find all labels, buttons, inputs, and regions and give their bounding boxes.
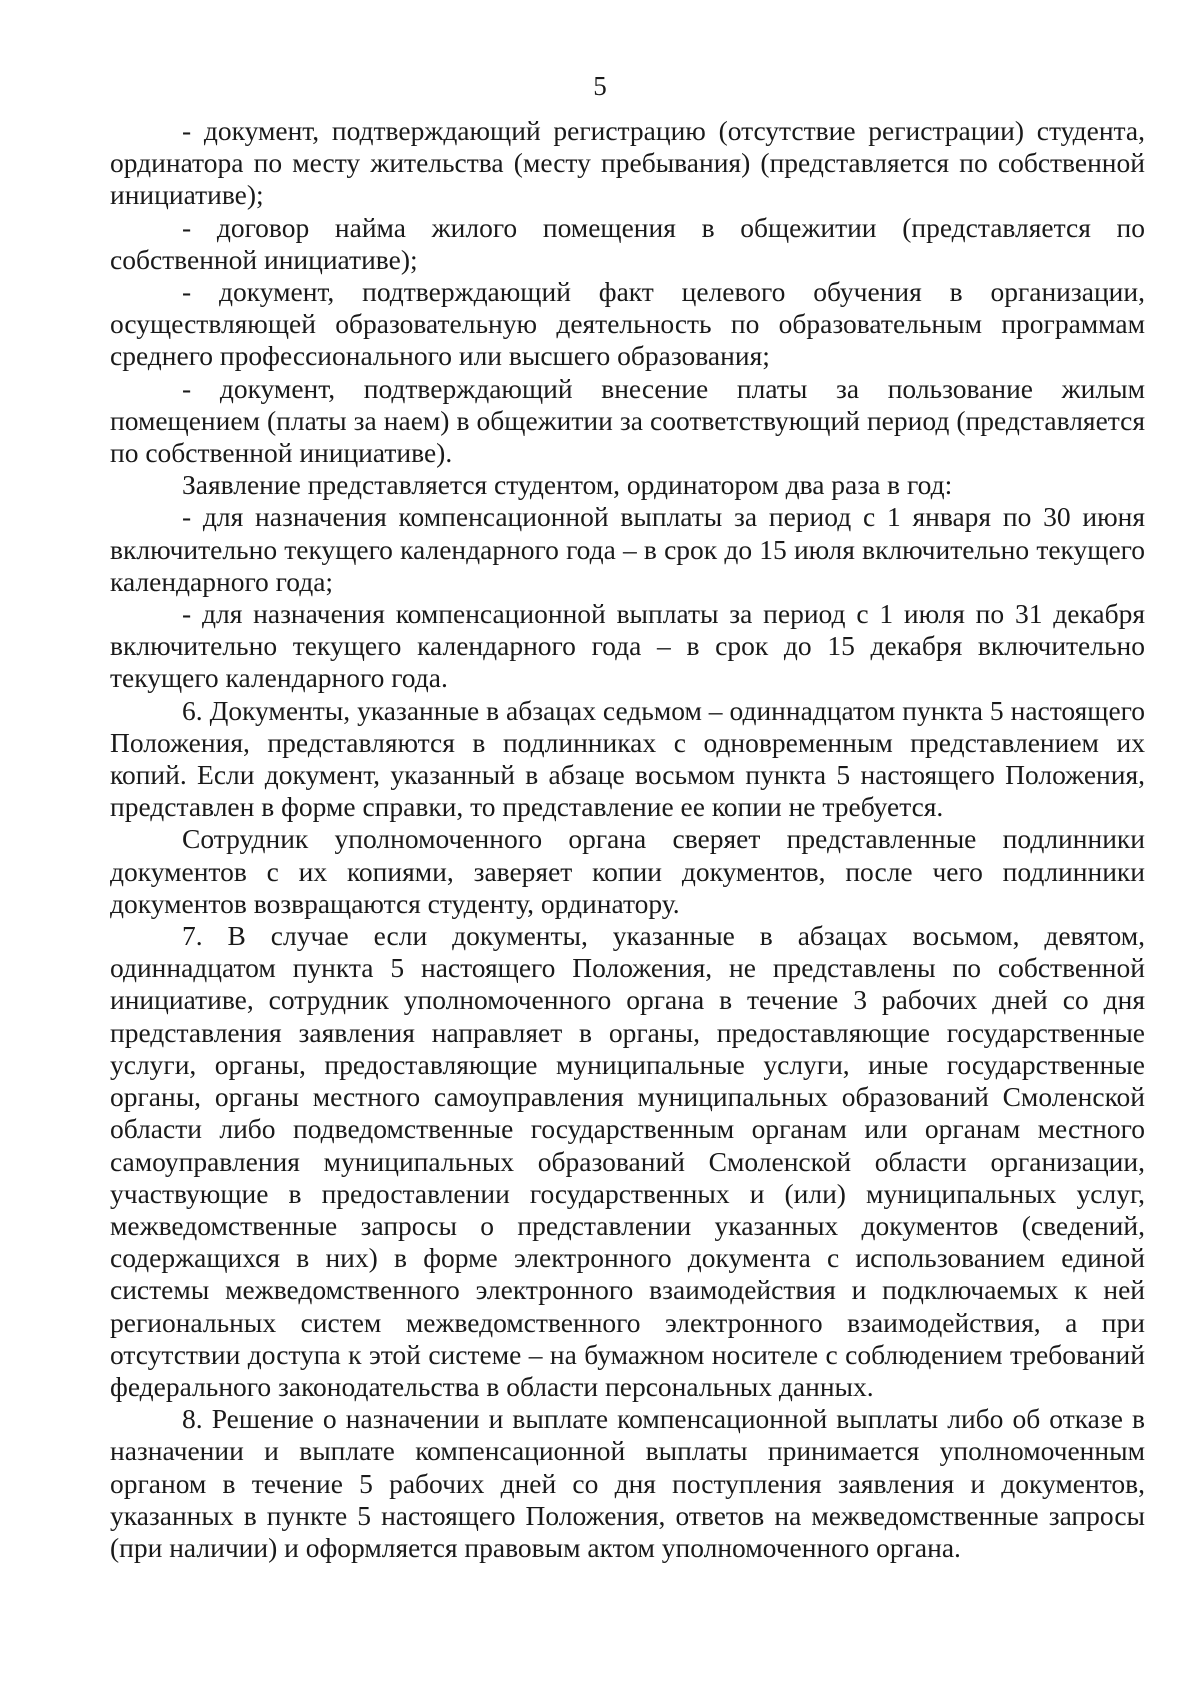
- paragraph-item-7: 7. В случае если документы, указанные в абзацах восьмом, девятом, одиннадцатом пункта 5 настоящего Положения, не представлены по собственной инициативе, сотрудник уполномоченного органа в течение 3 рабочих дней со дня представления заявления направляет в органы, предоставляющие государственные услуги, органы, предоставляющие муниципальные услуги, иные государственные органы, органы местного самоуправления муниципальных образований Смоленской области либо подведомственные государственным органам или органам местного самоуправления муниципальных образований Смоленской области организации, участвующие в предоставлении государственных и (или) муниципальных услуг, межведомственные запросы о представлении указанных документов (сведений, содержащихся в них) в форме электронного документа с использованием единой системы межведомственного электронного взаимодействия и подключаемых к ней региональных систем межведомственного электронного взаимодействия, а при отсутствии доступа к этой системе – на бумажном носителе с соблюдением требований федерального законодательства в области персональных данных.: [110, 920, 1145, 1402]
- paragraph-targeted-training: - документ, подтверждающий факт целевого обучения в организации, осуществляющей образовательную деятельность по образовательным программам среднего профессионального или высшего образования;: [110, 276, 1145, 372]
- paragraph-first-half-year: - для назначения компенсационной выплаты за период с 1 января по 30 июня включительно текущего календарного года – в срок до 15 июля включительно текущего календарного года;: [110, 501, 1145, 597]
- paragraph-rent-payment: - документ, подтверждающий внесение платы за пользование жилым помещением (платы за наем) в общежитии за соответствующий период (представляется по собственной инициативе).: [110, 372, 1145, 469]
- document-body: [110, 115, 1145, 1564]
- paragraph-application-frequency: Заявление представляется студентом, ординатором два раза в год:: [182, 469, 953, 501]
- page-number: 5: [593, 71, 607, 101]
- paragraph-item-6: 6. Документы, указанные в абзацах седьмом – одиннадцатом пункта 5 настоящего Положения, представляются в подлинниках с одновременным представлением их копий. Если документ, указанный в абзаце восьмом пункта 5 настоящего Положения, представлен в форме справки, то представление ее копии не требуется.: [110, 694, 1145, 823]
- paragraph-second-half-year: - для назначения компенсационной выплаты за период с 1 июля по 31 декабря включительно текущего календарного года – в срок до 15 декабря включительно текущего календарного года.: [110, 598, 1145, 694]
- paragraph-document-verification: Сотрудник уполномоченного органа сверяет представленные подлинники документов с их копиями, заверяет копии документов, после чего подлинники документов возвращаются студенту, ординатору.: [110, 823, 1145, 919]
- paragraph-registration-document: - документ, подтверждающий регистрацию (отсутствие регистрации) студента, ординатора по месту жительства (месту пребывания) (представляется по собственной инициативе);: [110, 115, 1145, 211]
- paragraph-dormitory-lease: - договор найма жилого помещения в общежитии (представляется по собственной инициативе);: [110, 211, 1145, 275]
- paragraph-item-8: 8. Решение о назначении и выплате компенсационной выплаты либо об отказе в назначении и выплате компенсационной выплаты принимается уполномоченным органом в течение 5 рабочих дней со дня поступления заявления и документов, указанных в пункте 5 настоящего Положения, ответов на межведомственные запросы (при наличии) и оформляется правовым актом уполномоченного органа.: [110, 1403, 1145, 1563]
